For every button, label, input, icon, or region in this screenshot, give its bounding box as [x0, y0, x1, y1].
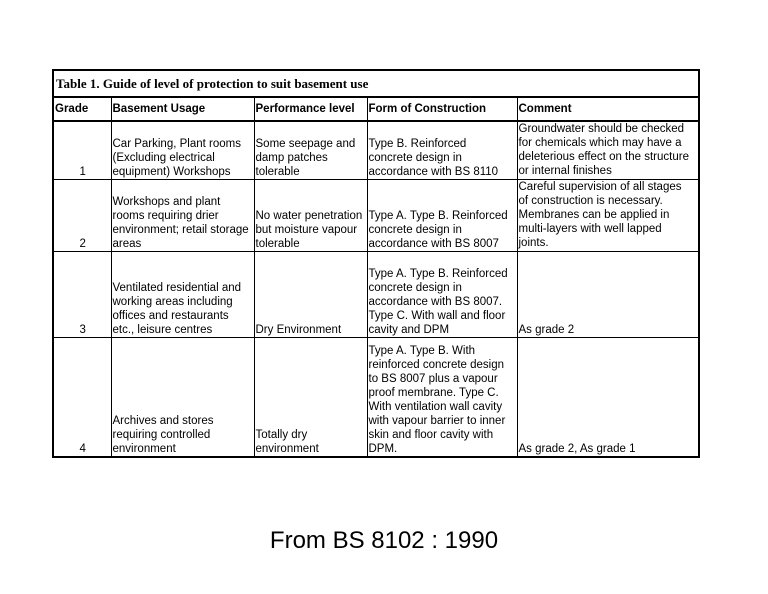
header-performance-level: Performance level — [254, 97, 367, 121]
table-row — [53, 121, 699, 180]
comment-cell: Careful supervision of all stages of construction is necessary. Membranes can be applied in multi-layers with well lapped joints. — [517, 180, 699, 252]
source-caption: From BS 8102 : 1990 — [269, 527, 499, 554]
usage-cell: Workshops and plant rooms requiring drier environment; retail storage areas — [111, 180, 254, 252]
performance-cell: No water penetration but moisture vapour tolerable — [254, 180, 367, 252]
comment-cell: Groundwater should be checked for chemicals which may have a deleterious effect on the structure or internal finishes — [517, 121, 699, 180]
table-title-row — [53, 70, 699, 97]
construction-cell: Type A. Type B. Reinforced concrete design in accordance with BS 8007 — [367, 180, 517, 252]
grade-cell: 3 — [53, 252, 111, 338]
grade-cell: 2 — [53, 180, 111, 252]
header-form-of-construction: Form of Construction — [367, 97, 517, 121]
construction-cell: Type B. Reinforced concrete design in accordance with BS 8110 — [367, 121, 517, 180]
grade-cell: 1 — [53, 121, 111, 180]
header-basement-usage: Basement Usage — [111, 97, 254, 121]
usage-cell: Ventilated residential and working areas including offices and restaurants etc., leisure centres — [111, 252, 254, 338]
table-row — [53, 252, 699, 338]
construction-cell: Type A. Type B. With reinforced concrete design to BS 8007 plus a vapour proof membrane. Type C. With ventilation wall cavity with vapour barrier to inner skin and floor cavity with DPM. — [367, 338, 517, 458]
performance-cell: Dry Environment — [254, 252, 367, 338]
usage-cell: Archives and stores requiring controlled environment — [111, 338, 254, 458]
table-row — [53, 338, 699, 458]
performance-cell: Totally dry environment — [254, 338, 367, 458]
comment-cell: As grade 2, As grade 1 — [517, 338, 699, 458]
comment-cell: As grade 2 — [517, 252, 699, 338]
table-header-row — [53, 97, 699, 121]
construction-cell: Type A. Type B. Reinforced concrete design in accordance with BS 8007. Type C. With wall and floor cavity and DPM — [367, 252, 517, 338]
header-grade: Grade — [53, 97, 111, 121]
usage-cell: Car Parking, Plant rooms (Excluding electrical equipment) Workshops — [111, 121, 254, 180]
table-title: Table 1. Guide of level of protection to suit basement use — [53, 70, 699, 97]
header-comment: Comment — [517, 97, 699, 121]
grade-cell: 4 — [53, 338, 111, 458]
protection-guide-table — [52, 69, 700, 458]
table-row — [53, 180, 699, 252]
performance-cell: Some seepage and damp patches tolerable — [254, 121, 367, 180]
